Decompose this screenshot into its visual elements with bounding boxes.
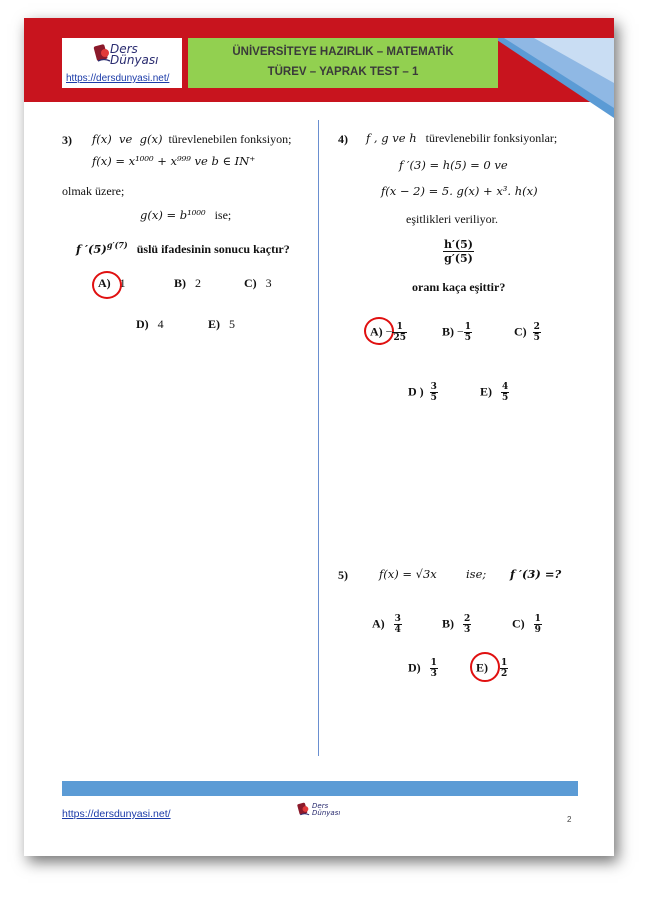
- q4-option-c-den: 5: [533, 333, 540, 343]
- q4-option-a-sign: −: [385, 324, 393, 339]
- q5-option-b[interactable]: [442, 614, 471, 635]
- q3-intro-text: türevlenebilen fonksiyon;: [168, 132, 292, 146]
- q5-option-e-label: E): [476, 660, 488, 675]
- q4-option-b[interactable]: [442, 322, 472, 343]
- title-line-1: ÜNİVERSİTEYE HAZIRLIK – MATEMATİK: [232, 46, 454, 58]
- title-line-2: TÜREV – YAPRAK TEST – 1: [267, 66, 419, 78]
- q3-option-c-label: C): [244, 276, 257, 290]
- q3-option-b-label: B): [174, 276, 186, 290]
- footer-book-logo-icon: [296, 801, 312, 817]
- q4-option-b-sign: −: [457, 324, 464, 339]
- q4-option-e-label: E): [480, 384, 492, 399]
- q4-number: 4): [338, 132, 348, 146]
- q5-option-d[interactable]: [408, 658, 438, 679]
- q5-option-d-label: D): [408, 660, 421, 675]
- q4-option-c-label: C): [514, 324, 527, 339]
- q4-option-d-den: 5: [430, 393, 437, 403]
- q4-option-b-den: 5: [464, 333, 472, 343]
- q3-option-d-label: D): [136, 317, 149, 331]
- q5-option-c-num: 1: [534, 614, 541, 624]
- q4-option-c[interactable]: [514, 322, 541, 343]
- q3-question-text: üslü ifadesinin sonucu kaçtır?: [136, 241, 290, 256]
- q5-option-c-label: C): [512, 616, 525, 631]
- q3-option-c[interactable]: [244, 276, 272, 291]
- q5-option-a-label: A): [372, 616, 385, 631]
- q3-line4: [140, 208, 231, 223]
- q3-option-b[interactable]: [174, 276, 201, 291]
- q4-option-e[interactable]: [480, 382, 509, 403]
- q3-option-d-value: 4: [157, 317, 164, 331]
- q3-line1: f(x) ve g(x) türevlenebilen fonksiyon;: [92, 132, 292, 146]
- footer-bar: [62, 781, 578, 796]
- logo-word-1: Ders: [110, 42, 138, 56]
- corner-decoration: [494, 38, 614, 118]
- logo-wordmark: [110, 44, 159, 66]
- q5-option-a[interactable]: [372, 614, 402, 635]
- logo-word-2: Dünyası: [110, 53, 159, 67]
- q3-option-e-label: E): [208, 317, 220, 331]
- q3-option-c-value: 3: [265, 276, 272, 290]
- footer-logo-wordmark: [312, 803, 340, 817]
- footer-logo-word-1: Ders: [312, 802, 329, 810]
- q4-option-d-label: D ): [408, 384, 424, 399]
- q3-option-e[interactable]: [208, 317, 235, 332]
- footer-logo: [296, 801, 341, 822]
- footer-site-link[interactable]: https://dersdunyasi.net/: [62, 808, 171, 820]
- q3-option-b-value: 2: [195, 276, 201, 290]
- q5-option-d-num: 1: [430, 658, 437, 668]
- q5-option-e-num: 1: [501, 658, 508, 668]
- q4-option-a-num: 1: [392, 322, 407, 333]
- worksheet-page: [24, 18, 614, 856]
- q5-ask: f ′(3) =?: [510, 567, 562, 581]
- q4-option-b-label: B): [442, 324, 454, 339]
- q3-g-definition: g(x) = b¹⁰⁰⁰: [140, 208, 206, 222]
- q5-option-b-den: 3: [464, 625, 471, 635]
- q4-line1: f , g ve h türevlenebilir fonksiyonlar;: [366, 131, 558, 145]
- q5-ise: ise;: [466, 567, 487, 581]
- q5-option-d-den: 3: [430, 669, 437, 679]
- q5-option-c[interactable]: [512, 614, 542, 635]
- q4-option-c-num: 2: [533, 322, 540, 332]
- q4-line3: eşitlikleri veriliyor.: [406, 212, 498, 226]
- footer-logo-word-2: Dünyası: [312, 809, 341, 817]
- q5-number: 5): [338, 568, 348, 582]
- q5-option-b-label: B): [442, 616, 454, 631]
- q4-option-d[interactable]: [408, 382, 438, 403]
- header-logo: [62, 38, 182, 88]
- q3-number: 3): [62, 133, 72, 147]
- q5-option-b-num: 2: [464, 614, 471, 624]
- q4-option-a-label: A): [370, 324, 383, 339]
- q3-option-a-label: A): [98, 276, 111, 290]
- q4-option-e-den: 5: [502, 393, 509, 403]
- q3-option-a[interactable]: [98, 276, 126, 291]
- q4-eq2: f(x − 2) = 5. g(x) + x³. h(x): [381, 184, 538, 198]
- q5-option-c-den: 9: [534, 625, 541, 635]
- q4-intro-text: türevlenebilir fonksiyonlar;: [425, 131, 558, 145]
- q5-func: f(x) = √3x: [379, 567, 437, 581]
- q3-line3: olmak üzere;: [62, 184, 125, 198]
- q3-ise: ise;: [214, 208, 232, 222]
- q4-ratio: $\frac{h'(5)}{g'(5)}$: [444, 238, 473, 265]
- column-divider: [318, 120, 319, 756]
- q5-option-e[interactable]: [476, 658, 508, 679]
- q3-line2-math: f(x) = x¹⁰⁰⁰ + x⁹⁹⁹ ve b ∈ IN⁺: [92, 154, 256, 168]
- title-box: [188, 38, 498, 88]
- q3-option-e-value: 5: [229, 317, 235, 331]
- header-site-link[interactable]: https://dersdunyasi.net/: [66, 73, 170, 84]
- q4-option-e-num: 4: [502, 382, 509, 392]
- q3-option-a-value: 1: [119, 276, 126, 290]
- page-number: 2: [567, 815, 572, 824]
- q4-option-b-num: 1: [464, 322, 472, 332]
- q5-option-e-den: 2: [501, 669, 508, 679]
- q5-option-a-num: 3: [394, 614, 401, 624]
- q5-option-a-den: 4: [394, 625, 401, 635]
- q3-question: f $'(5)^{g'(7)}$ üslü ifadesinin sonucu kaçtır?: [76, 240, 290, 256]
- q4-option-a-den: 25: [393, 333, 406, 343]
- q4-option-a[interactable]: [370, 322, 407, 343]
- q4-question: oranı kaça eşittir?: [412, 280, 506, 294]
- q4-option-d-num: 3: [430, 382, 437, 392]
- q3-option-d[interactable]: [136, 317, 164, 332]
- q4-eq1: f ′(3) = h(5) = 0 ve: [399, 158, 508, 172]
